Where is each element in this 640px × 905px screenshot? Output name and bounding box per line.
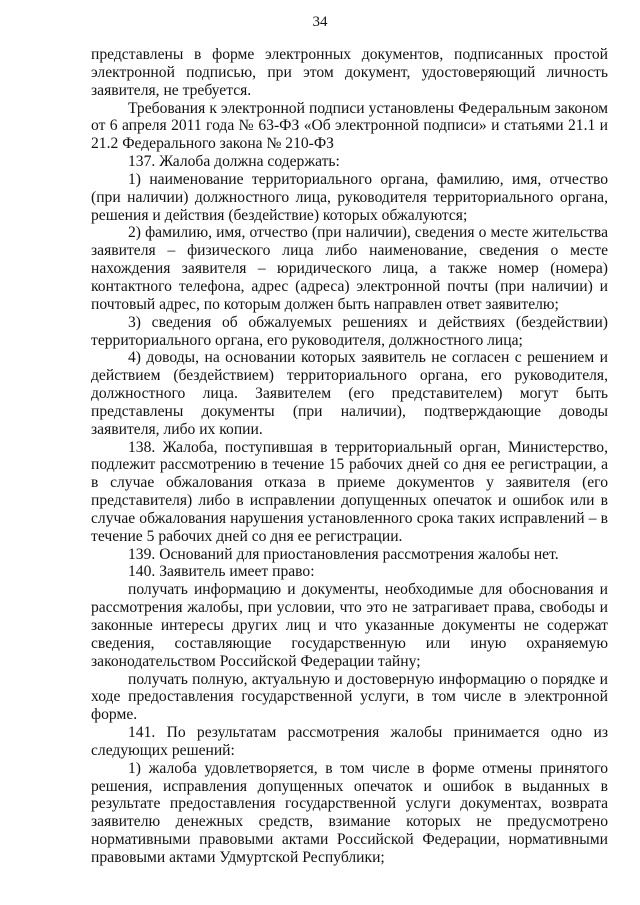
page-number: 34 xyxy=(312,14,328,30)
paragraph-137-item-3: 3) сведения об обжалуемых решениях и действиях (бездействии) территориального органа, его руководителя, должностного лица; xyxy=(91,313,608,349)
paragraph-140-right-1: получать информацию и документы, необходимые для обоснования и рассмотрения жалобы, при условии, что это не затрагивает права, свободы и законные интересы других лиц и что указанные документы не содержат сведения, составляющие государственную или иную охраняемую законодательством Российской Федерации тайну; xyxy=(91,581,608,670)
paragraph-137-heading: 137. Жалоба должна содержать: xyxy=(128,153,340,171)
paragraph-141-heading: 141. По результатам рассмотрения жалобы принимается одно из следующих решений: xyxy=(91,724,608,759)
paragraph-continuation: представлены в форме электронных документов, подписанных простой электронной подписью, при этом документ, удостоверяющий личность заявителя, не требуется. xyxy=(91,46,608,99)
paragraph-139: 139. Оснований для приостановления рассмотрения жалобы нет. xyxy=(128,545,559,563)
paragraph-137-item-1: 1) наименование территориального органа, фамилию, имя, отчество (при наличии) должностного лица, руководителя территориального органа, решения и действия (бездействие) которых обжалуются; xyxy=(91,170,608,224)
document-body xyxy=(91,46,608,867)
paragraph-140-right-2: получать полную, актуальную и достоверную информацию о порядке и ходе предоставления государственной услуги, в том числе в электронной форме. xyxy=(91,670,608,724)
paragraph-141-item-1: 1) жалоба удовлетворяется, в том числе в форме отмены принятого решения, исправления допущенных опечаток и ошибок в выданных в результате предоставления государственной услуги документах, возврата заявителю денежных средств, взимание которых не предусмотрено нормативными правовыми актами Российской Федерации, нормативными правовыми актами Удмуртской Республики; xyxy=(91,759,608,866)
paragraph-137-item-4: 4) доводы, на основании которых заявитель не согласен с решением и действием (бездействием) территориального органа, его руководителя, должностного лица. Заявителем (его представителем) могут быть представлены документы (при наличии), подтверждающие доводы заявителя, либо их копии. xyxy=(91,349,608,438)
paragraph-140-heading: 140. Заявитель имеет право: xyxy=(128,563,315,581)
paragraph-137-item-2: 2) фамилию, имя, отчество (при наличии), сведения о месте жительства заявителя – физического лица либо наименование, сведения о месте нахождения заявителя – юридического лица, а также номер (номера) контактного телефона, адрес (адреса) электронной почты (при наличии) и почтовый адрес, по которым должен быть направлен ответ заявителю; xyxy=(91,224,608,313)
paragraph-signature-requirements: Требования к электронной подписи установлены Федеральным законом от 6 апреля 2011 года № 63-ФЗ «Об электронной подписи» и статьями 21.1 и 21.2 Федерального закона № 210-ФЗ xyxy=(91,99,608,153)
paragraph-138: 138. Жалоба, поступившая в территориальный орган, Министерство, подлежит рассмотрению в течение 15 рабочих дней со дня ее регистрации, а в случае обжалования отказа в приеме документов у заявителя (его представителя) либо в исправлении допущенных опечаток и ошибок или в случае обжалования нарушения установленного срока таких исправлений – в течение 5 рабочих дней со дня ее регистрации. xyxy=(91,438,608,545)
